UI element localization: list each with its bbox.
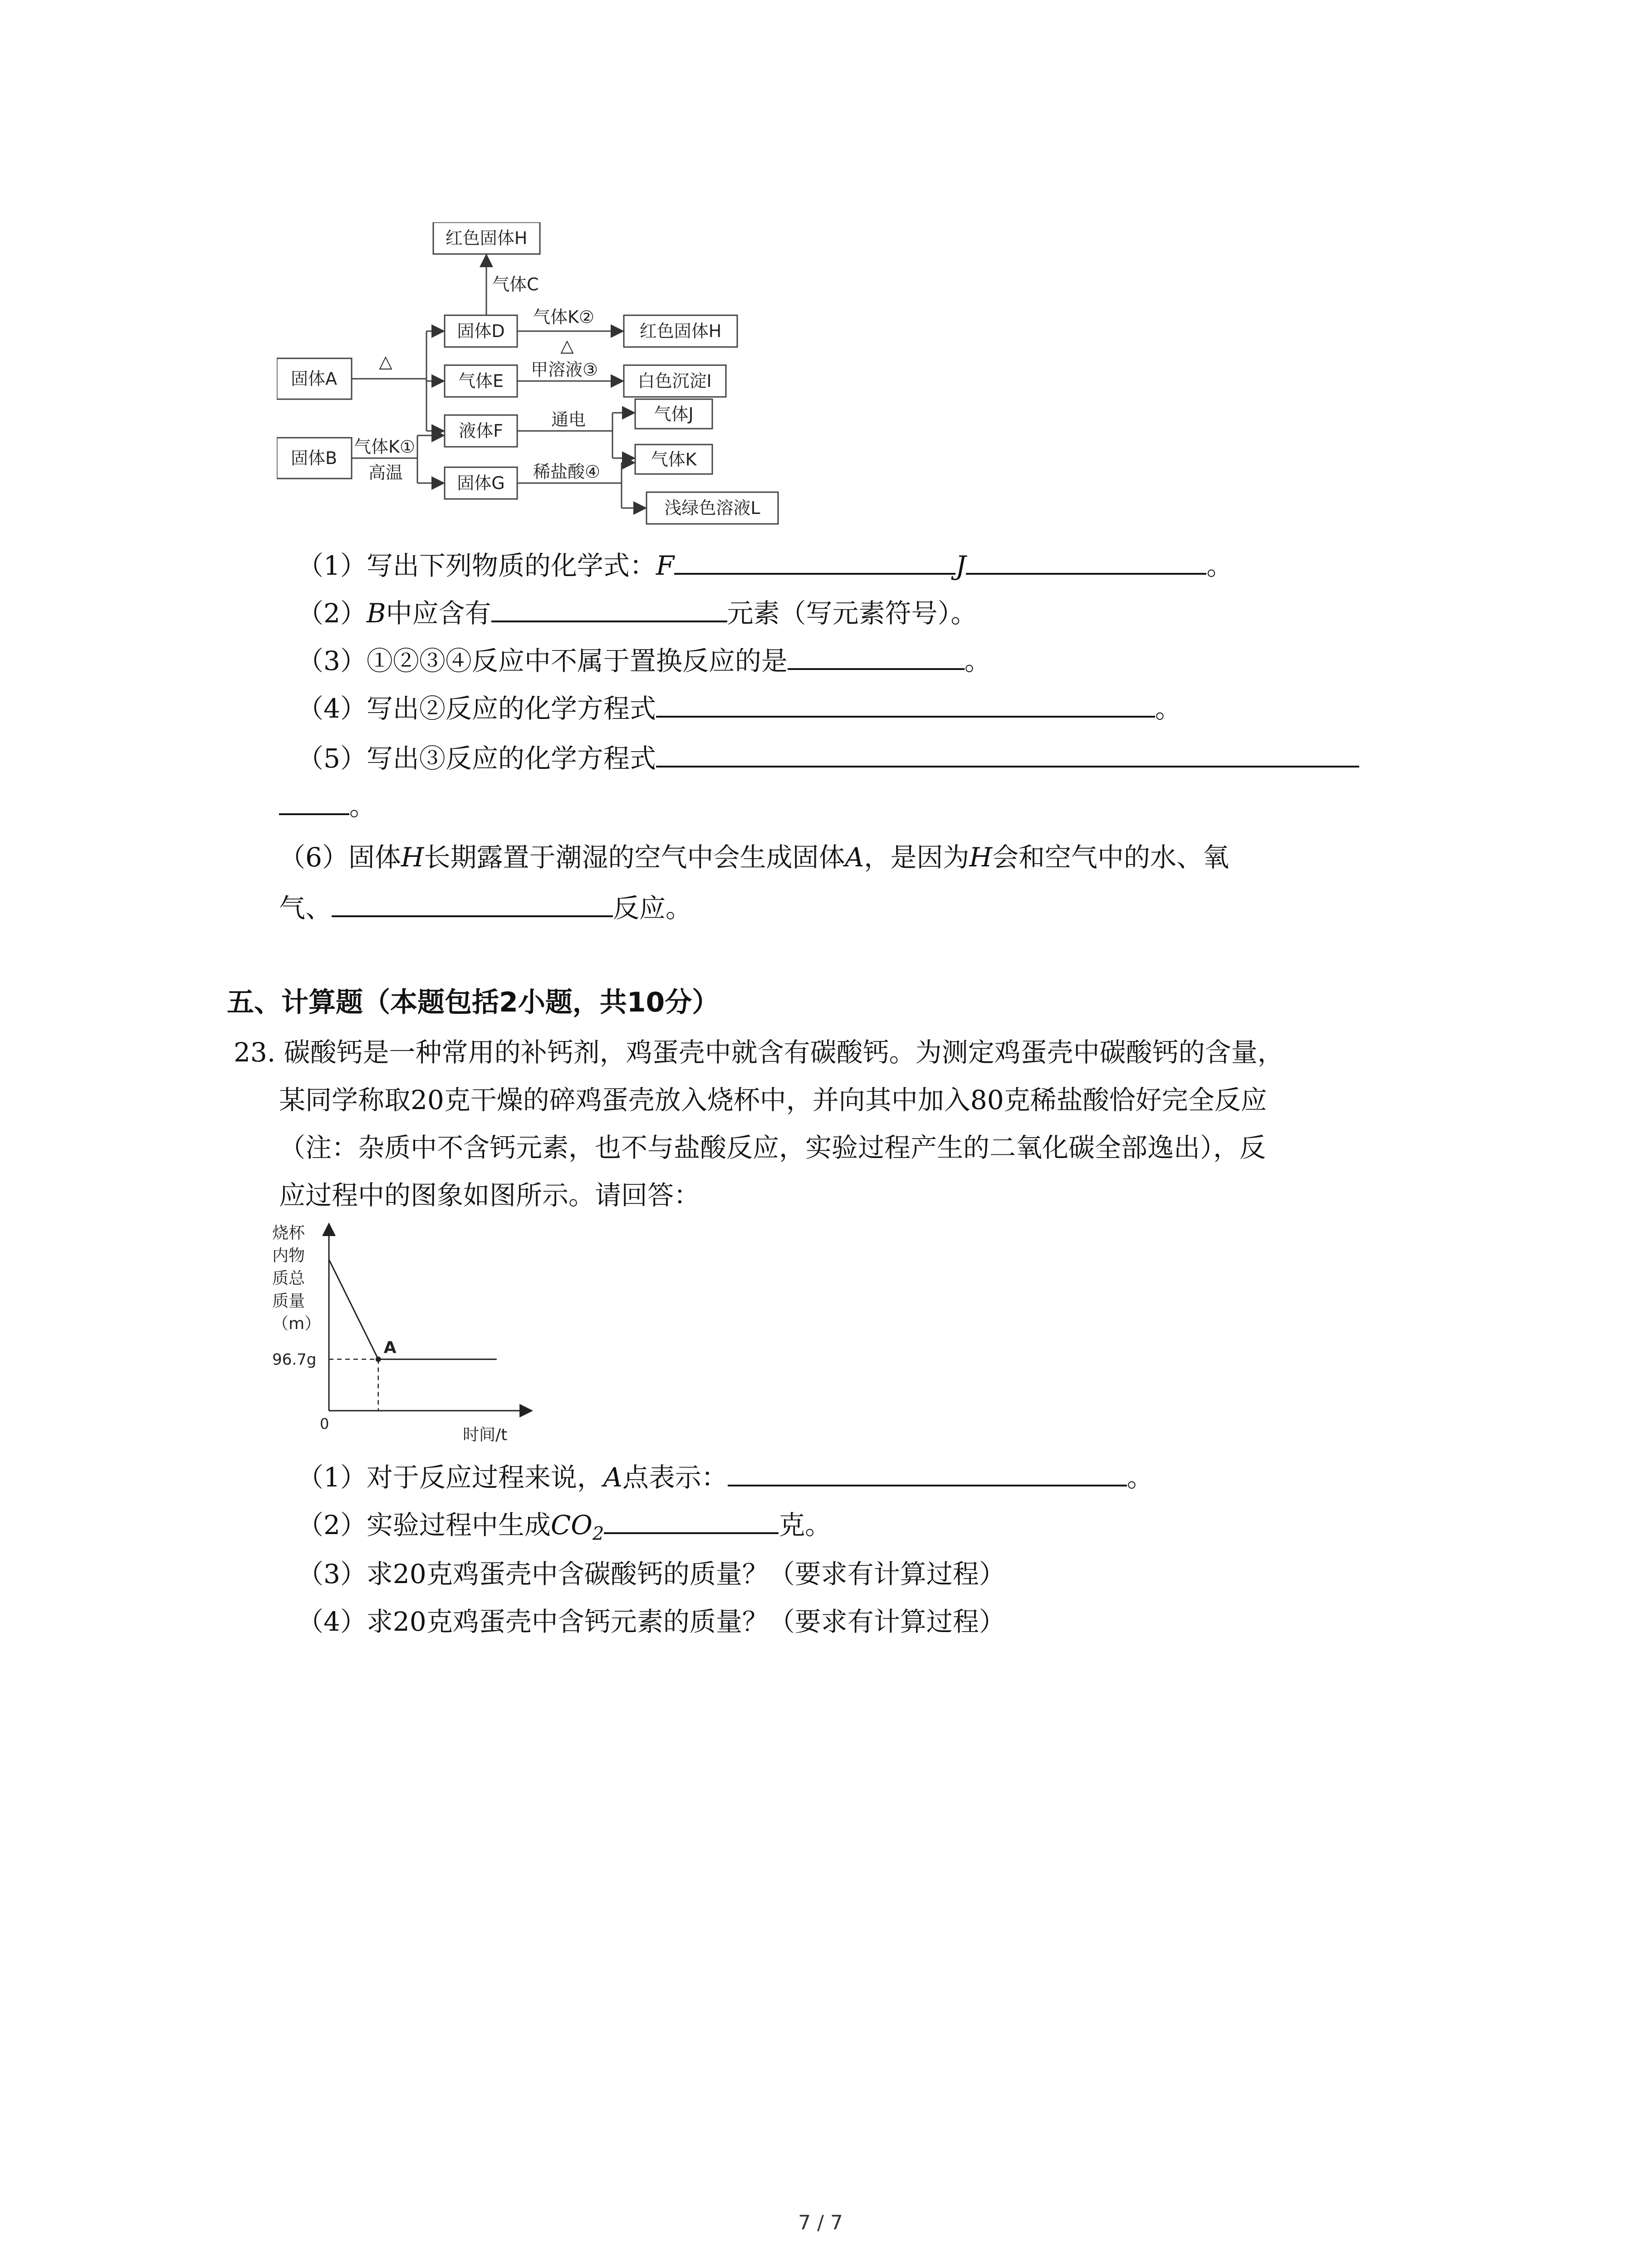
node-solid-d-label: 固体D [457, 321, 505, 341]
node-solid-b-label: 固体B [290, 448, 338, 468]
q22-sub1: （1）写出下列物质的化学式：F J 。 [297, 547, 1233, 584]
answer-blank-equation-3-cont[interactable] [279, 787, 349, 815]
node-gas-e-label: 气体E [458, 371, 504, 391]
q22-sub4: （4）写出②反应的化学方程式 。 [297, 689, 1181, 727]
answer-blank-air-component[interactable] [332, 889, 613, 917]
section-title: 五、计算题（本题包括2小题，共10分） [227, 987, 720, 1018]
q22-sub2: （2）B中应含有 元素（写元素符号）。 [297, 594, 977, 631]
answer-blank-equation-3[interactable] [656, 739, 1359, 767]
answer-blank-j[interactable] [966, 547, 1206, 575]
q23-sub3: （3）求20克鸡蛋壳中含碳酸钙的质量？（要求有计算过程） [297, 1559, 1005, 1589]
label-dilute-hcl-4: 稀盐酸④ [533, 462, 601, 482]
q23-stem-line2: 某同学称取20克干燥的碎鸡蛋壳放入烧杯中，并向其中加入80克稀盐酸恰好完全反应 [279, 1085, 1267, 1115]
answer-blank-f[interactable] [674, 547, 955, 575]
q23-sub4: （4）求20克鸡蛋壳中含钙元素的质量？（要求有计算过程） [297, 1606, 1005, 1637]
page-number: 7 / 7 [798, 2211, 843, 2234]
x-axis-label: 时间/t [463, 1426, 508, 1444]
origin-label: 0 [320, 1415, 329, 1432]
node-gas-k-label: 气体K [651, 450, 697, 469]
q22-sub5: （5）写出③反应的化学方程式 [297, 739, 1359, 777]
node-liquid-f-label: 液体F [459, 421, 503, 441]
y-tick-label: 96.7g [272, 1350, 317, 1369]
q23-sub2: （2）实验过程中生成$CO_2$ 克。 [297, 1506, 831, 1552]
q22-sub6: （6）固体H长期露置于潮湿的空气中会生成固体A，是因为H会和空气中的水、氧 [279, 842, 1230, 873]
node-solid-g-label: 固体G [457, 473, 505, 493]
label-gas-k1: 气体K① [354, 437, 415, 457]
q23-stem-line4: 应过程中的图象如图所示。请回答： [279, 1180, 700, 1211]
answer-blank-not-displacement[interactable] [788, 642, 965, 670]
y-axis-label-line: 质量 [272, 1292, 305, 1310]
q22-sub6-cont: 气、 反应。 [279, 889, 692, 926]
y-axis-label-line: （m） [272, 1315, 321, 1333]
y-axis-label-line: 内物 [272, 1246, 305, 1265]
point-a-label: A [383, 1338, 397, 1357]
answer-blank-b-elements[interactable] [491, 594, 727, 622]
y-axis-label-line: 烧杯 [272, 1224, 305, 1242]
answer-blank-point-a[interactable] [728, 1458, 1127, 1486]
answer-blank-equation-2[interactable] [656, 689, 1155, 718]
q23-stem-line1: 23. 碳酸钙是一种常用的补钙剂，鸡蛋壳中就含有碳酸钙。为测定鸡蛋壳中碳酸钙的含量， [234, 1037, 1284, 1068]
answer-blank-co2-mass[interactable] [604, 1506, 779, 1534]
reaction-flowchart [277, 222, 798, 540]
mass-time-chart [272, 1220, 544, 1456]
node-white-ppt-i-label: 白色沉淀I [637, 371, 712, 391]
mass-series-line [329, 1260, 497, 1359]
node-red-solid-h-top-label: 红色固体H [445, 228, 528, 248]
y-axis-label-line: 质总 [272, 1269, 305, 1288]
label-solution-3: 甲溶液③ [531, 360, 598, 380]
label-heat-a: △ [379, 352, 392, 371]
label-high-temp: 高温 [368, 463, 403, 483]
q23-stem-line3: （注：杂质中不含钙元素，也不与盐酸反应，实验过程产生的二氧化碳全部逸出），反 [279, 1132, 1266, 1163]
label-gas-k2: 气体K② [533, 307, 594, 327]
q22-sub3: （3）①②③④反应中不属于置换反应的是 。 [297, 642, 991, 679]
label-gas-c: 气体C [492, 274, 539, 294]
q23-sub1: （1）对于反应过程来说，A点表示： 。 [297, 1458, 1153, 1496]
node-gas-j-label: 气体J [654, 404, 694, 424]
point-a-marker [376, 1357, 381, 1362]
q22-sub5-cont: 。 [279, 787, 376, 824]
node-light-green-l-label: 浅绿色溶液L [664, 498, 760, 518]
label-electrolysis: 通电 [551, 410, 586, 430]
label-heat-2: △ [560, 336, 574, 356]
node-red-solid-h-label: 红色固体H [639, 321, 722, 341]
node-solid-a-label: 固体A [291, 369, 337, 389]
